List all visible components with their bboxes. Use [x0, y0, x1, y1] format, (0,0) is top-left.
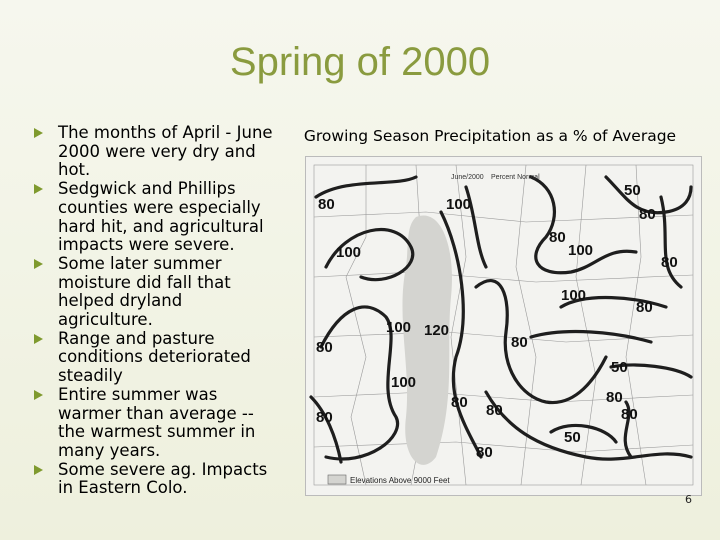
- contour-label: 80: [639, 206, 656, 223]
- bullet-item: [34, 124, 274, 180]
- contour-label: 80: [486, 402, 503, 419]
- precipitation-map: [305, 156, 702, 496]
- contour-labels: [316, 182, 678, 461]
- bullet-item: [34, 255, 274, 330]
- legend-label: Elevations Above 9000 Feet: [350, 476, 450, 485]
- contour-label: 50: [624, 182, 641, 199]
- bullet-arrow-icon: [34, 259, 43, 269]
- contour-map-svg: [306, 157, 701, 495]
- bullet-arrow-icon: [34, 390, 43, 400]
- bullet-item: [34, 330, 274, 386]
- bullet-text: Range and pasture conditions deteriorated steadily: [58, 328, 251, 386]
- map-header-label: Percent Normal: [491, 174, 540, 181]
- contour-label: 80: [451, 394, 468, 411]
- contour-label: 80: [511, 334, 528, 351]
- contour-label: 50: [611, 359, 628, 376]
- bullet-arrow-icon: [34, 334, 43, 344]
- bullet-text: Entire summer was warmer than average -- the warmest summer in many years.: [58, 384, 256, 460]
- contour-label: 100: [446, 196, 472, 213]
- slide-number: 6: [685, 493, 692, 506]
- bullet-text: Sedgwick and Phillips counties were especially hard hit, and agricultural impacts were severe.: [58, 179, 264, 255]
- bullet-item: [34, 461, 274, 498]
- bullet-text: Some later summer moisture did fall that helped dryland agriculture.: [58, 253, 231, 330]
- bullet-arrow-icon: [34, 465, 43, 475]
- legend-swatch: [328, 475, 346, 484]
- contour-label: 100: [336, 244, 362, 261]
- elevation-shading: [402, 215, 451, 464]
- bullet-item: [34, 386, 274, 461]
- bullet-list: [34, 124, 274, 498]
- contour-label: 80: [316, 409, 333, 426]
- contour-label: 50: [564, 429, 581, 446]
- contour-label: 100: [391, 374, 417, 391]
- bullet-text: The months of April - June 2000 were very dry and hot.: [58, 123, 273, 180]
- contour-label: 80: [621, 406, 638, 423]
- bullet-arrow-icon: [34, 184, 43, 194]
- contour-label: 120: [424, 322, 450, 339]
- bullet-text: Some severe ag. Impacts in Eastern Colo.: [58, 459, 268, 498]
- bullet-arrow-icon: [34, 128, 43, 138]
- contour-label: 100: [561, 287, 587, 304]
- map-header-date: June/2000: [451, 174, 484, 181]
- map-caption: Growing Season Precipitation as a % of Average: [303, 127, 677, 145]
- contour-label: 100: [568, 242, 594, 259]
- contour-label: 100: [386, 319, 412, 336]
- bullet-item: [34, 180, 274, 255]
- contour-label: 80: [549, 229, 566, 246]
- contour-label: 80: [316, 339, 333, 356]
- contour-label: 80: [636, 299, 653, 316]
- slide-title: Spring of 2000: [229, 40, 491, 84]
- contour-label: 80: [476, 444, 493, 461]
- contour-label: 80: [606, 389, 623, 406]
- county-lines: [314, 165, 693, 485]
- contour-label: 80: [661, 254, 678, 271]
- contour-label: 80: [318, 196, 335, 213]
